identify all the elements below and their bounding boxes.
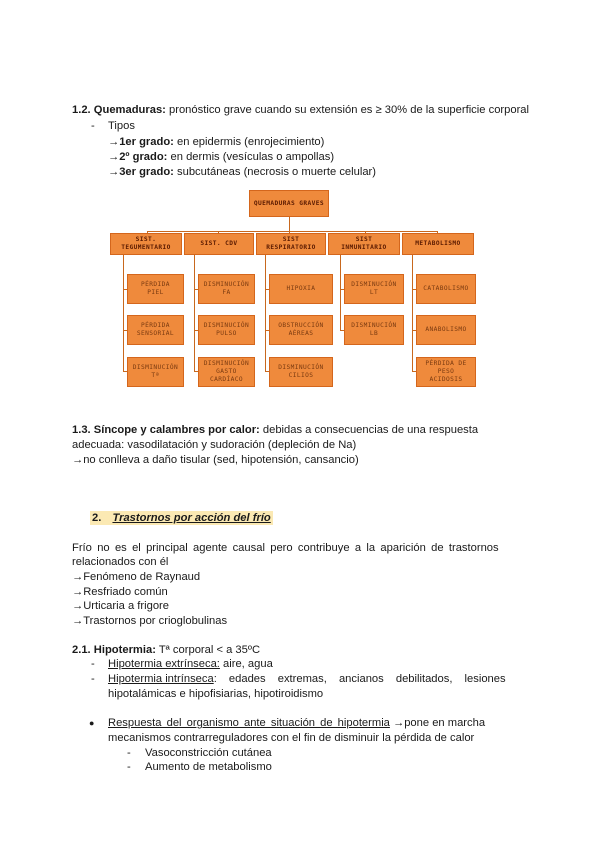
grade-1-text: en epidermis (enrojecimiento) [173, 136, 325, 148]
section-1-3-line2: adecuada: vasodilatación y sudoración (depleción de Na) [72, 439, 357, 451]
section-2-1-heading [72, 643, 260, 657]
section-2-1-text: Tª corporal < a 35ºC [155, 644, 261, 656]
branch-tegumentario: SIST. TEGUMENTARIO [110, 233, 182, 255]
list-dash: - [127, 747, 131, 759]
hipotermia-intrinseca-line2: hipotalámicas e hipofisiarias, hipotiroidismo [108, 688, 324, 700]
leaf-disminucion-lt: DISMINUCIÓN LT [344, 274, 404, 304]
section-2-title: Trastornos por acción del frío [112, 512, 271, 524]
leaf-anabolismo: ANABOLISMO [416, 315, 476, 345]
grade-1 [108, 135, 324, 149]
leaf-disminucion-pulso: DISMINUCIÓN PULSO [198, 315, 255, 345]
hipotermia-extrinseca-label: Hipotermia extrínseca: [108, 658, 220, 670]
grade-3-text: subcutáneas (necrosis o muerte celular) [173, 166, 376, 178]
cold-item: →Urticaria a frigore [72, 600, 169, 612]
respuesta-line2: mecanismos contrarreguladores con el fin de disminuir la pérdida de calor [108, 732, 475, 744]
sub-item: Aumento de metabolismo [145, 761, 272, 773]
section-1-3-line3: →no conlleva a daño tisular (sed, hipotensión, cansancio) [72, 454, 359, 466]
hipotermia-extrinseca-text: aire, agua [219, 658, 273, 670]
diagram-root: QUEMADURAS GRAVES [249, 190, 329, 217]
section-2-intro-line1: Frío no es el principal agente causal pero contribuye a la aparición de trastornos [72, 542, 499, 554]
section-1-3-title: 1.3. Síncope y calambres por calor: [72, 424, 260, 436]
leaf-perdida-sensorial: PÉRDIDA SENSORIAL [127, 315, 184, 345]
leaf-disminucion-cilios: DISMINUCIÓN CILIOS [269, 357, 333, 387]
respuesta-label: Respuesta del organismo ante situación de hipotermia [108, 717, 390, 729]
leaf-perdida-piel: PÉRDIDA PIEL [127, 274, 184, 304]
leaf-perdida-peso: PÉRDIDA DE PESO ACIDOSIS [416, 357, 476, 387]
branch-metabolismo: METABOLISMO [402, 233, 474, 255]
list-dash: - [91, 120, 95, 132]
section-2-number: 2. [92, 512, 102, 524]
section-number: 1.2. [72, 104, 91, 116]
leaf-hipoxia: HIPOXIA [269, 274, 333, 304]
respuesta-organismo [108, 716, 527, 730]
respuesta-text: →pone en marcha [389, 717, 486, 729]
leaf-disminucion-gasto: DISMINUCIÓN GASTO CARDÍACO [198, 357, 255, 387]
sub-item: Vasoconstricción cutánea [145, 747, 272, 759]
section-2-intro-line2: relacionados con él [72, 556, 169, 568]
cold-item: →Trastornos por crioglobulinas [72, 615, 228, 627]
section-2-1-title: 2.1. Hipotermia: [72, 644, 156, 656]
leaf-disminucion-fa: DISMINUCIÓN FA [198, 274, 255, 304]
list-dash: - [127, 761, 131, 773]
hipotermia-extrinseca [108, 657, 273, 671]
section-title: Quemaduras: [93, 104, 166, 116]
hipotermia-intrinseca-text: : edades extremas, ancianos debilitados, lesiones [213, 673, 506, 685]
hipotermia-intrinseca [108, 672, 527, 686]
tipos-label: Tipos [108, 120, 135, 132]
branch-cdv: SIST. CDV [184, 233, 254, 255]
list-dash: - [91, 673, 95, 685]
section-1-3-line1 [72, 423, 527, 437]
grade-3 [108, 165, 376, 179]
section-2-heading [90, 511, 273, 525]
grade-2-text: en dermis (vesículas o ampollas) [167, 151, 335, 163]
leaf-disminucion-lb: DISMINUCIÓN LB [344, 315, 404, 345]
hipotermia-intrinseca-label: Hipotermia intrínseca [108, 673, 214, 685]
grade-1-label: →1er grado: [108, 136, 174, 148]
branch-respiratorio: SIST RESPIRATORIO [256, 233, 326, 255]
list-dash: - [91, 658, 95, 670]
leaf-catabolismo: CATABOLISMO [416, 274, 476, 304]
branch-inmunitario: SIST INMUNITARIO [328, 233, 400, 255]
leaf-obstruccion-aereas: OBSTRUCCIÓN AÉREAS [269, 315, 333, 345]
grade-2-label: →2º grado: [108, 151, 168, 163]
bullet-dot: ● [89, 718, 95, 728]
grade-2 [108, 150, 334, 164]
section-text: pronóstico grave cuando su extensión es ≥ 30% de la superficie corporal [165, 104, 530, 116]
section-1-3-text: debidas a consecuencias de una respuesta [259, 424, 479, 436]
grade-3-label: →3er grado: [108, 166, 174, 178]
cold-item: →Resfriado común [72, 586, 168, 598]
cold-item: →Fenómeno de Raynaud [72, 571, 201, 583]
leaf-disminucion-t: DISMINUCIÓN Tª [127, 357, 184, 387]
section-1-2-heading [72, 103, 529, 117]
